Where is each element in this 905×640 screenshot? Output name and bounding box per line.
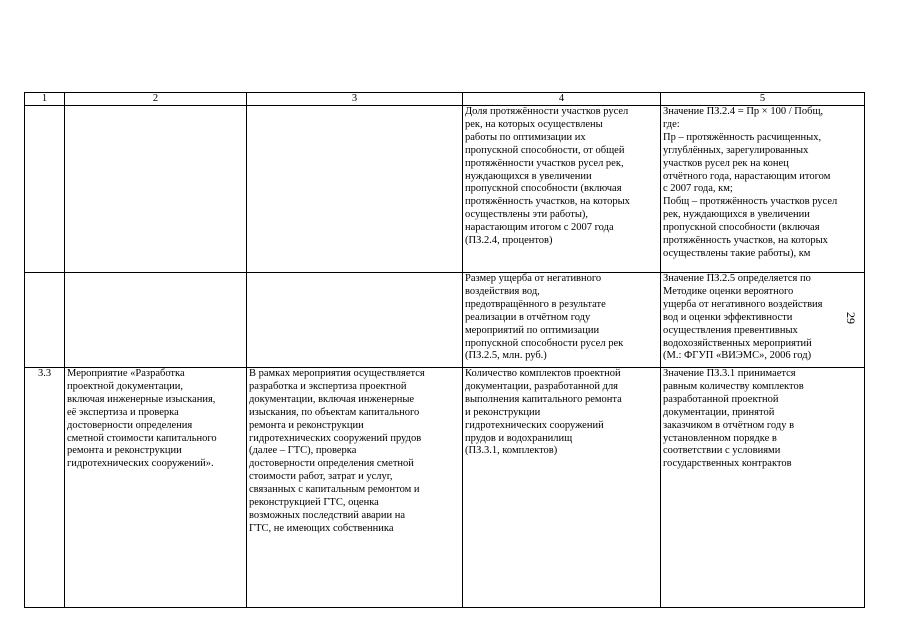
cell-event xyxy=(65,106,247,273)
column-header-5: 5 xyxy=(661,93,865,106)
cell-number xyxy=(25,106,65,273)
column-header-4: 4 xyxy=(463,93,661,106)
table-row xyxy=(25,368,865,608)
cell-indicator: Размер ущерба от негативного воздействия вод, предотвращённого в результате реализации в отчётном году мероприятий по оптимизации пропускной способности русел рек (ПЗ.2.5, млн. руб.) xyxy=(463,273,661,368)
cell-number: 3.3 xyxy=(25,368,65,608)
cell-number xyxy=(25,273,65,368)
cell-calculation: Значение ПЗ.2.5 определяется по Методике оценки вероятного ущерба от негативного воздействия вод и оценки эффективности осуществления превентивных водохозяйственных мероприятий (М.: ФГУП «ВИЭМС», 2006 год) xyxy=(661,273,865,368)
cell-description xyxy=(247,106,463,273)
cell-description: В рамках мероприятия осуществляется разработка и экспертиза проектной документации, включая инженерные изыскания, по объектам капитального ремонта и реконструкции гидротехнических сооружений прудов (далее – ГТС), проверка достоверности определения сметной стоимости работ, затрат и услуг, связанных с капитальным ремонтом и реконструкцией ГТС, оценка возможных последствий аварии на ГТС, не имеющих собственника xyxy=(247,368,463,608)
data-table xyxy=(24,92,865,608)
page-number: 29 xyxy=(844,312,858,324)
cell-calculation: Значение ПЗ.2.4 = Пр × 100 / Побщ, где: Пр – протяжённость расчищенных, углублённых, зарегулированных участков русел рек на конец отчётного года, нарастающим итогом с 2007 года, км; Побщ – протяжённость участков русел рек, нуждающихся в увеличении пропускной способности (включая протяжённость участков, на которых осуществлены такие работы), км xyxy=(661,106,865,273)
cell-indicator: Доля протяжённости участков русел рек, на которых осуществлены работы по оптимизации их пропускной способности, от общей протяжённости участков русел рек, нуждающихся в увеличении пропускной способности (включая протяжённость участков, на которых осуществлены эти работы), нарастающим итогом с 2007 года (ПЗ.2.4, процентов) xyxy=(463,106,661,273)
table-row xyxy=(25,273,865,368)
table-row xyxy=(25,106,865,273)
cell-event xyxy=(65,273,247,368)
cell-description xyxy=(247,273,463,368)
cell-event: Мероприятие «Разработка проектной документации, включая инженерные изыскания, её экспертиза и проверка достоверности определения сметной стоимости капитального ремонта и реконструкции гидротехнических сооружений». xyxy=(65,368,247,608)
cell-indicator: Количество комплектов проектной документации, разработанной для выполнения капитального ремонта и реконструкции гидротехнических сооружений прудов и водохранилищ (ПЗ.3.1, комплектов) xyxy=(463,368,661,608)
column-header-3: 3 xyxy=(247,93,463,106)
header-row xyxy=(25,93,865,106)
column-header-1: 1 xyxy=(25,93,65,106)
cell-calculation: Значение ПЗ.3.1 принимается равным количеству комплектов разработанной проектной документации, принятой заказчиком в отчётном году в установленном порядке в соответствии с условиями государственных контрактов xyxy=(661,368,865,608)
column-header-2: 2 xyxy=(65,93,247,106)
